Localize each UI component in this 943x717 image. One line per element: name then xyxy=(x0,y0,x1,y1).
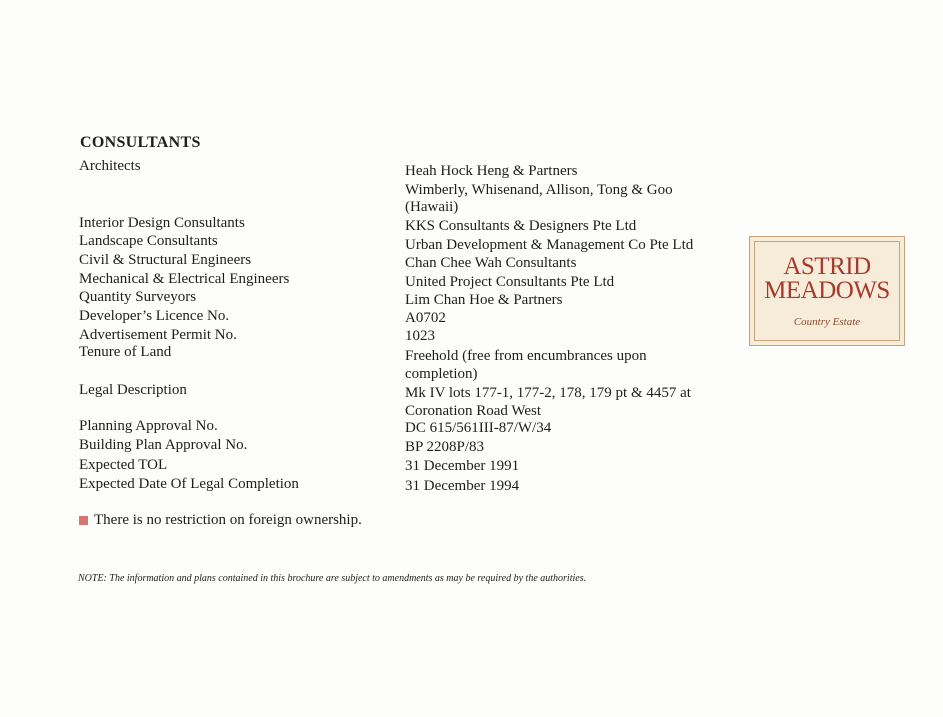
label-building-plan-approval: Building Plan Approval No. xyxy=(79,437,248,453)
value-planning-approval: DC 615/561III-87/W/34 xyxy=(405,420,552,436)
label-planning-approval: Planning Approval No. xyxy=(79,418,218,434)
value-architects-1: Heah Hock Heng & Partners xyxy=(405,163,578,179)
label-interior-design: Interior Design Consultants xyxy=(79,215,245,231)
logo-tagline: Country Estate xyxy=(793,316,861,328)
footnote: NOTE: The information and plans contained in this brochure are subject to amendments as may be required by the authorities. xyxy=(78,573,587,584)
value-tenure-1: Freehold (free from encumbrances upon xyxy=(405,348,647,364)
label-expected-tol: Expected TOL xyxy=(79,457,168,473)
value-legal-description-2: Coronation Road West xyxy=(405,403,542,419)
value-expected-completion: 31 December 1994 xyxy=(405,478,520,494)
value-developer-licence: A0702 xyxy=(405,310,446,326)
label-civil-structural: Civil & Structural Engineers xyxy=(79,252,252,268)
value-architects-3: (Hawaii) xyxy=(405,199,459,215)
value-tenure-2: completion) xyxy=(405,366,478,382)
value-civil-structural: Chan Chee Wah Consultants xyxy=(405,255,577,271)
value-mechanical-electrical: United Project Consultants Pte Ltd xyxy=(405,274,615,290)
label-advertisement-permit: Advertisement Permit No. xyxy=(79,327,237,343)
label-tenure: Tenure of Land xyxy=(79,344,172,360)
ownership-note-text: There is no restriction on foreign ownership. xyxy=(94,512,362,528)
square-bullet-icon xyxy=(79,516,88,525)
label-expected-completion: Expected Date Of Legal Completion xyxy=(79,476,299,492)
value-building-plan-approval: BP 2208P/83 xyxy=(405,439,485,455)
value-expected-tol: 31 December 1991 xyxy=(405,458,520,474)
value-legal-description-1: Mk IV lots 177-1, 177-2, 178, 179 pt & 4457 at xyxy=(405,385,691,401)
label-developer-licence: Developer’s Licence No. xyxy=(79,308,230,324)
value-architects-2: Wimberly, Whisenand, Allison, Tong & Goo xyxy=(405,182,673,198)
label-mechanical-electrical: Mechanical & Electrical Engineers xyxy=(79,271,290,287)
label-architects: Architects xyxy=(79,158,141,174)
section-heading: CONSULTANTS xyxy=(80,134,201,151)
logo-frame xyxy=(754,241,900,341)
value-quantity-surveyors: Lim Chan Hoe & Partners xyxy=(405,292,563,308)
value-interior-design: KKS Consultants & Designers Pte Ltd xyxy=(405,218,637,234)
value-landscape: Urban Development & Management Co Pte Ltd xyxy=(405,237,694,253)
value-advertisement-permit: 1023 xyxy=(405,328,435,344)
logo-line-1: ASTRID xyxy=(783,253,871,280)
label-quantity-surveyors: Quantity Surveyors xyxy=(79,289,197,305)
astrid-meadows-logo xyxy=(749,236,905,346)
label-landscape: Landscape Consultants xyxy=(79,233,218,249)
ownership-note xyxy=(79,512,362,529)
logo-line-2: MEADOWS xyxy=(764,277,890,304)
label-legal-description: Legal Description xyxy=(79,382,187,398)
